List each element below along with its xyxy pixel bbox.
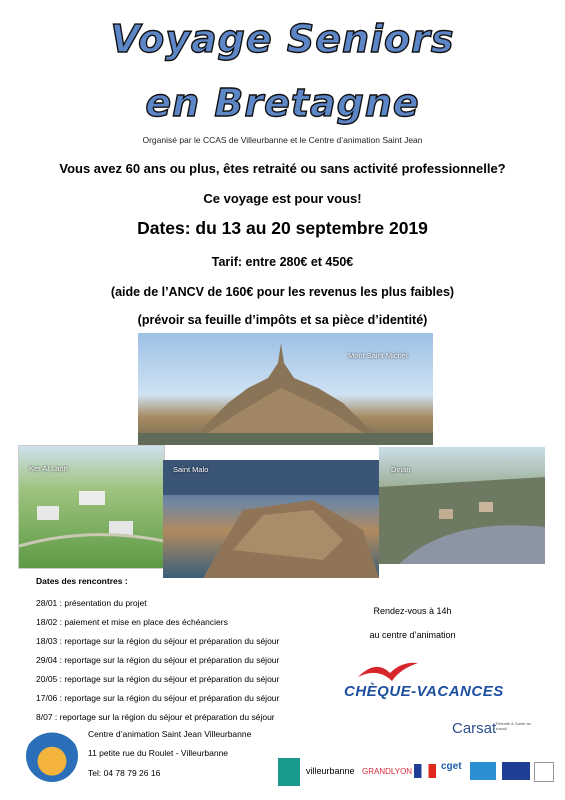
meeting-item: 20/05 : reportage sur la région du séjour et préparation du séjour: [36, 674, 280, 684]
partner-logo-cget: cget: [441, 761, 462, 772]
malo-illustration: [163, 460, 379, 578]
documents-note: (prévoir sa feuille d’impôts et sa pièce d’identité): [137, 313, 428, 327]
centre-street: 11 petite rue du Roulet - Villeurbanne: [88, 748, 229, 758]
rendezvous-time: Rendez-vous à 14h: [373, 606, 452, 616]
centre-name: Centre d’animation Saint Jean Villeurbanne: [88, 729, 252, 739]
partner-logo-ancv: [278, 758, 300, 786]
photo-dinan: [379, 447, 545, 564]
meeting-item: 18/02 : paiement et mise en place des échéanciers: [36, 617, 228, 627]
partner-logo-region: [470, 762, 496, 780]
photo-ker-al-lann: [18, 445, 165, 569]
carsat-subtitle: Retraite & Santé au travail: [496, 721, 531, 731]
meeting-item: 18/03 : reportage sur la région du séjour et préparation du séjour: [36, 636, 280, 646]
meeting-item: 17/06 : reportage sur la région du séjour et préparation du séjour: [36, 693, 280, 703]
title-line-2: en Bretagne: [145, 81, 420, 125]
cheque-vacances-logo-text: CHÈQUE-VACANCES: [344, 683, 504, 700]
organizer-text: Organisé par le CCAS de Villeurbanne et le Centre d’animation Saint Jean: [142, 135, 423, 145]
meeting-item: 28/01 : présentation du projet: [36, 598, 147, 608]
partner-logo-eu-flag: [502, 762, 530, 780]
meetings-title: Dates des rencontres :: [36, 576, 128, 586]
rendezvous-place: au centre d’animation: [369, 630, 456, 640]
partner-logo-grandlyon: GRANDLYON: [362, 767, 413, 776]
partner-logo-republique: [414, 764, 436, 778]
price-range: Tarif: entre 280€ et 450€: [211, 255, 354, 269]
intro-question: Vous avez 60 ans ou plus, êtes retraité ou sans activité professionnelle?: [59, 161, 506, 176]
intro-for-you: Ce voyage est pour vous!: [203, 191, 362, 206]
photo-mont-saint-michel: [138, 333, 433, 445]
partner-logo-villeurbanne: villeurbanne: [306, 766, 355, 776]
centre-phone: Tel: 04 78 79 26 16: [88, 768, 161, 778]
meeting-item: 29/04 : reportage sur la région du séjour et préparation du séjour: [36, 655, 280, 665]
centre-animation-logo: [26, 730, 78, 782]
photo-saint-malo: [163, 460, 379, 578]
trip-dates: Dates: du 13 au 20 septembre 2019: [137, 218, 428, 238]
ancv-aid: (aide de l’ANCV de 160€ pour les revenus les plus faibles): [110, 285, 455, 299]
carsat-logo: Carsat: [452, 720, 497, 737]
caption-mont: Mont Saint Michel: [348, 351, 408, 360]
caption-dinan: Dinan: [391, 465, 411, 474]
meeting-item: 8/07 : reportage sur la région du séjour et préparation du séjour: [36, 712, 275, 722]
mont-illustration: [138, 333, 433, 445]
caption-ker: Ker Al Lann: [29, 464, 68, 473]
caption-malo: Saint Malo: [173, 465, 209, 474]
cheque-vacances-bird-icon: [356, 657, 420, 683]
partner-logo-misc: [534, 762, 554, 782]
title-line-1: Voyage Seniors: [110, 17, 455, 61]
